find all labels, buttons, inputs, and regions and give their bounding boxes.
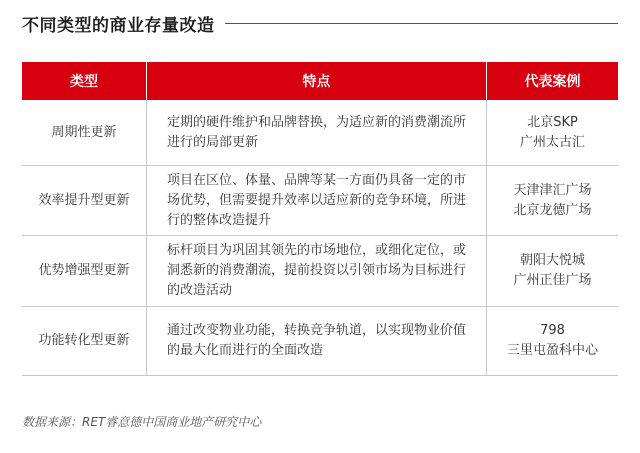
title-row <box>22 10 618 36</box>
cell-examples <box>487 100 619 166</box>
source-note: 数据来源：RET睿意德中国商业地产研究中心 <box>22 415 262 429</box>
example-item: 广州太古汇 <box>519 134 585 150</box>
cell-examples <box>487 166 619 236</box>
example-item: 广州正佳广场 <box>513 273 592 288</box>
header-examples: 代表案例 <box>487 62 619 100</box>
table-header-row <box>22 62 618 100</box>
renovation-types-table <box>22 62 618 376</box>
feature-text: 项目在区位、体量、品牌等某一方面仍具备一定的市场优势，但需要提升效率以适应新的竞争环境，所进行的整体改造提升 <box>167 172 467 228</box>
example-item: 北京龙德广场 <box>513 202 592 218</box>
cell-feature <box>147 166 487 236</box>
example-item: 北京SKP <box>527 114 578 130</box>
feature-text: 标杆项目为巩固其领先的市场地位，或细化定位，或洞悉新的消费潮流，提前投资以引领市场为目标进行的改造活动 <box>167 243 467 298</box>
header-type: 类型 <box>22 62 147 100</box>
example-item: 三里屯盈科中心 <box>506 343 598 358</box>
header-feature: 特点 <box>147 62 487 100</box>
cell-type: 周期性更新 <box>22 100 147 166</box>
table-row <box>22 166 618 236</box>
example-item: 798 <box>540 323 565 338</box>
title-divider <box>225 23 619 24</box>
example-item: 朝阳大悦城 <box>519 253 585 268</box>
table-row <box>22 236 618 307</box>
example-item: 天津津汇广场 <box>513 182 592 198</box>
feature-text: 定期的硬件维护和品牌替换，为适应新的消费潮流所进行的局部更新 <box>167 114 467 150</box>
table-row <box>22 307 618 376</box>
cell-feature <box>147 307 487 376</box>
cell-feature <box>147 100 487 166</box>
cell-feature <box>147 236 487 307</box>
feature-text: 通过改变物业功能，转换竞争轨道，以实现物业价值的最大化而进行的全面改造 <box>167 323 467 358</box>
cell-examples <box>487 236 619 307</box>
cell-type: 效率提升型更新 <box>22 166 147 236</box>
cell-type: 优势增强型更新 <box>22 236 147 307</box>
table-row <box>22 100 618 166</box>
cell-type: 功能转化型更新 <box>22 307 147 376</box>
page-title: 不同类型的商业存量改造 <box>22 15 215 36</box>
cell-examples <box>487 307 619 376</box>
